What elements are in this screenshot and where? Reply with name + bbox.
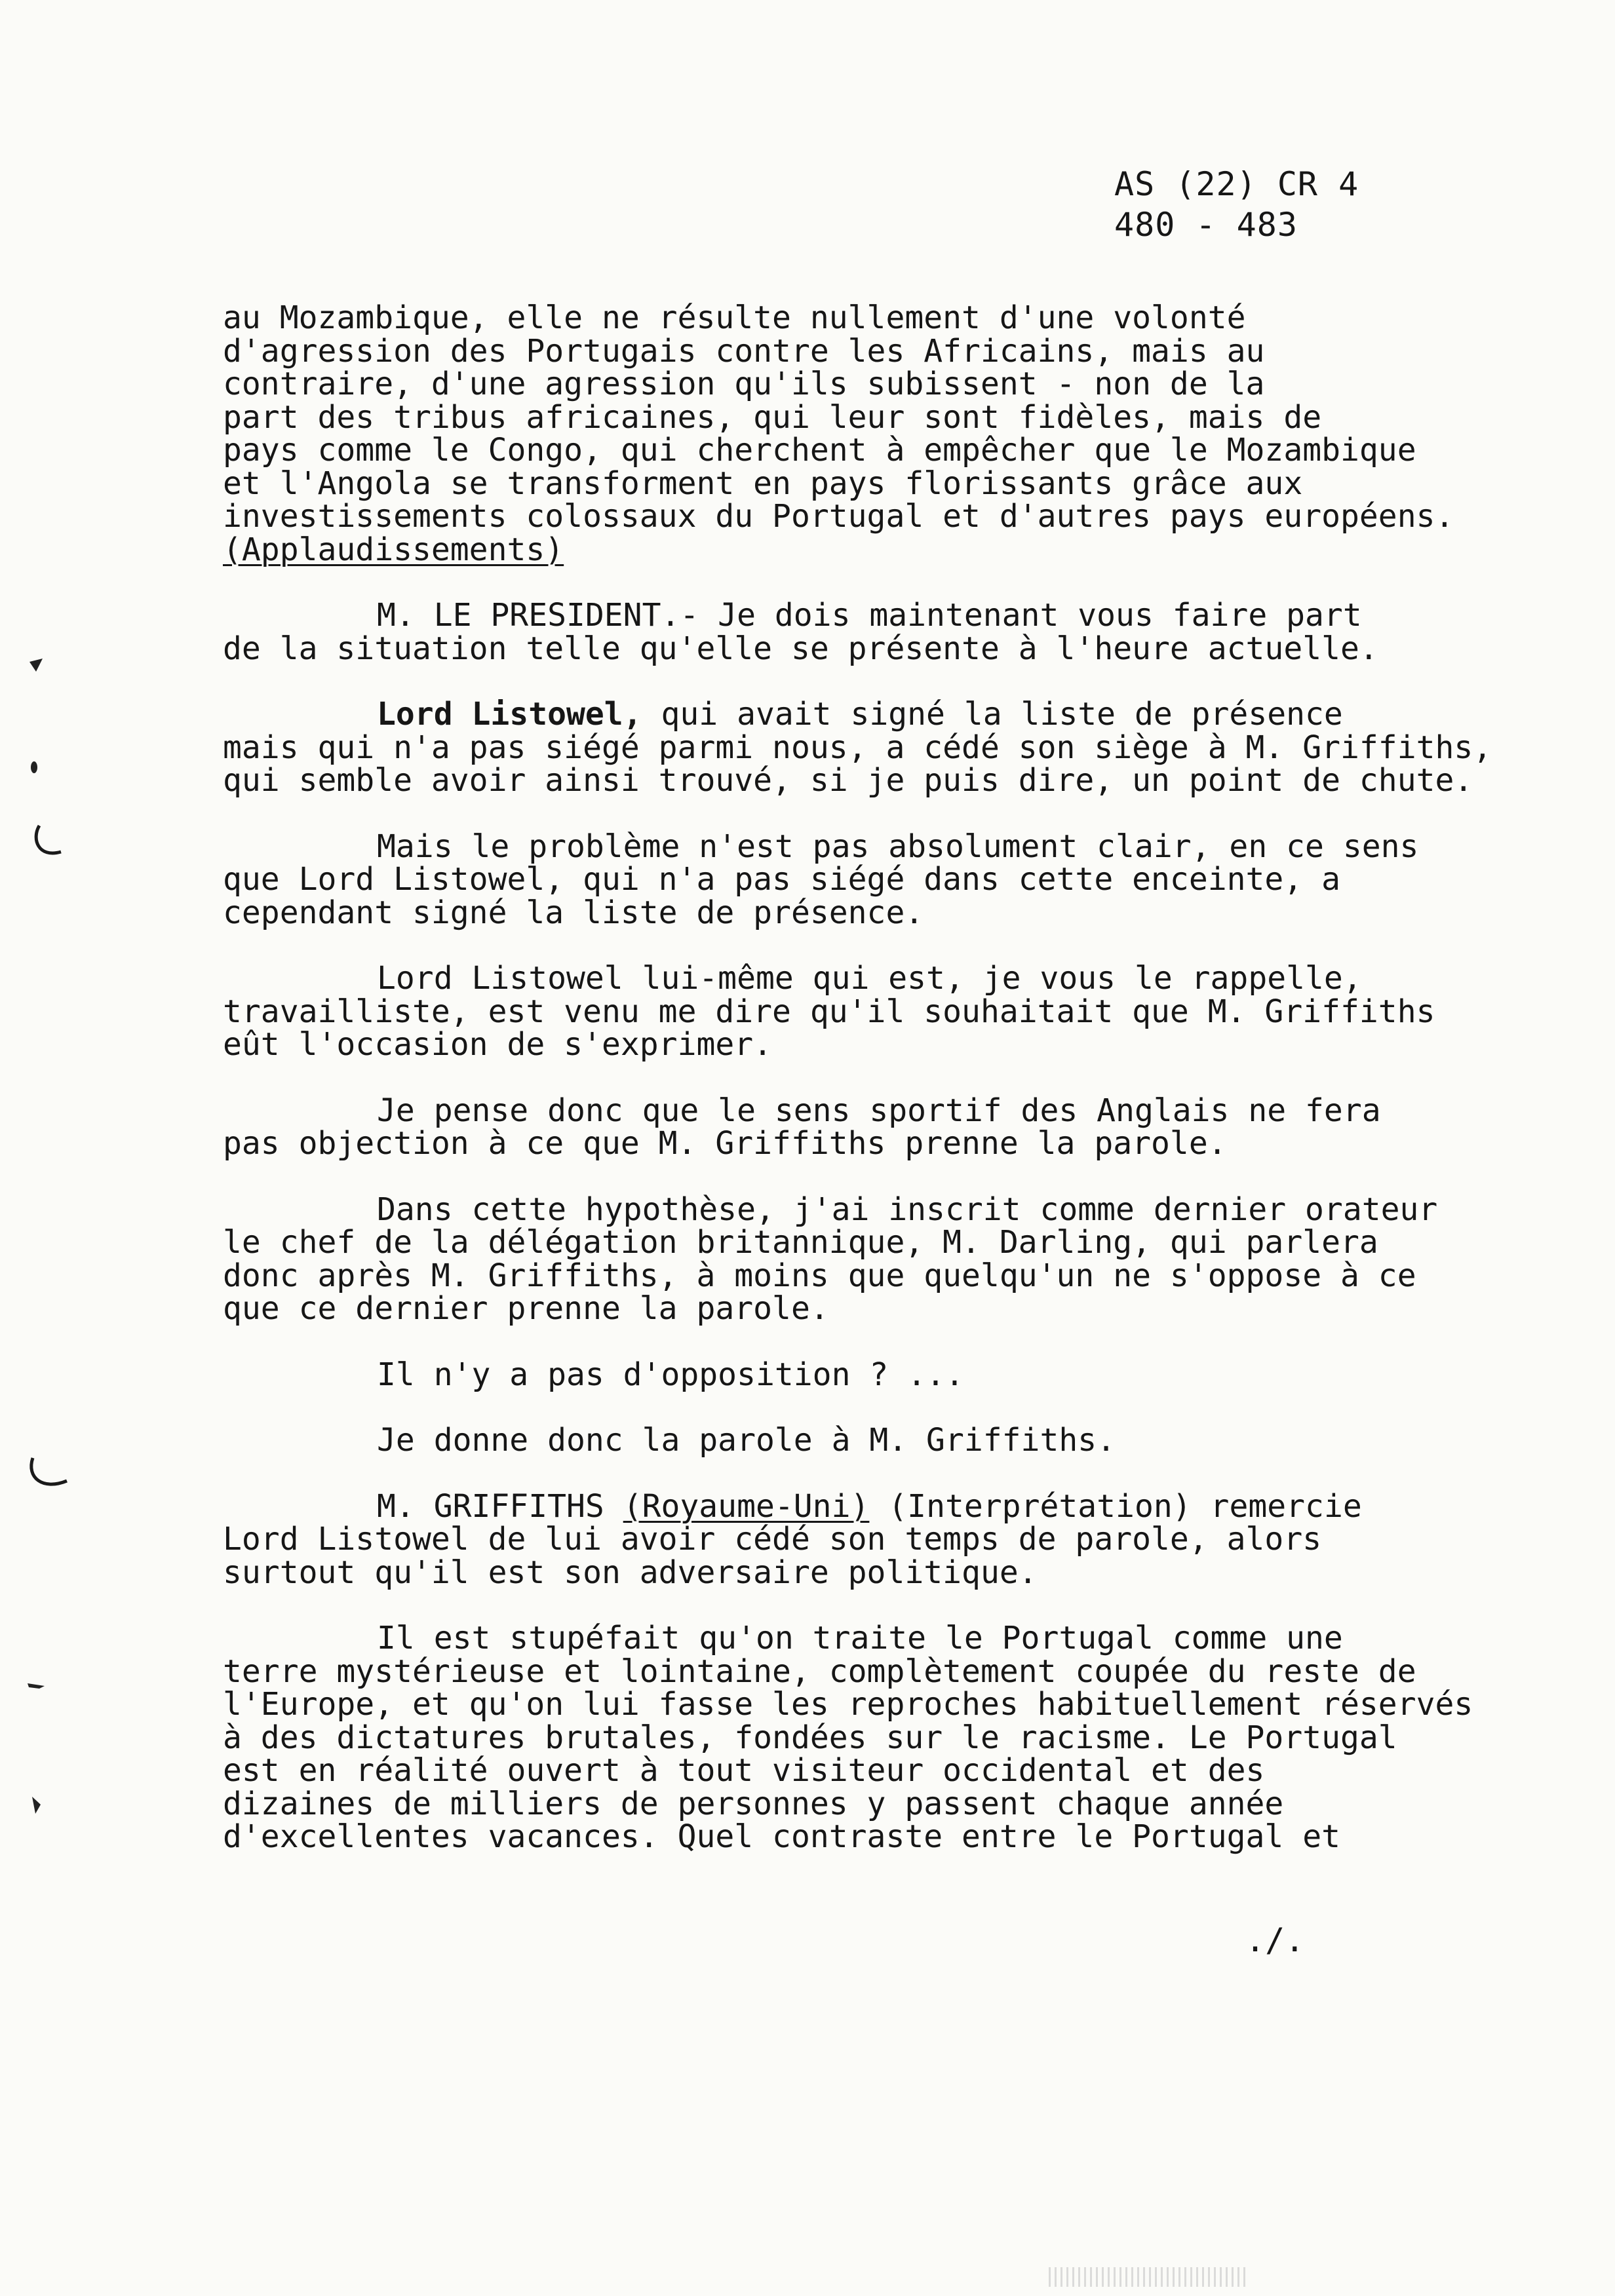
text-line: Il est stupéfait qu'on traite le Portugal comme une <box>377 1620 1343 1656</box>
text-line: surtout qu'il est son adversaire politique. <box>223 1554 1038 1591</box>
reference-code: AS (22) CR 4 <box>1114 165 1359 203</box>
text-line: Je donne donc la parole à M. Griffiths. <box>377 1422 1116 1459</box>
text-line: contraire, d'une agression qu'ils subissent - non de la <box>223 366 1265 402</box>
binder-hole-mark <box>31 822 64 862</box>
text-line: que Lord Listowel, qui n'a pas siégé dans cette enceinte, a <box>223 861 1341 898</box>
text-line: le chef de la délégation britannique, M. Darling, qui parlera <box>223 1224 1378 1261</box>
paragraph-11 <box>223 1622 1547 1854</box>
paragraph-10 <box>223 1487 1547 1591</box>
continuation-mark: ./. <box>1245 1921 1305 1959</box>
text-line: terre mystérieuse et lointaine, complètement coupée du reste de <box>223 1653 1416 1690</box>
text-line <box>223 533 1547 567</box>
speaker-name: Lord Listowel, <box>377 696 642 733</box>
text-line: pas objection à ce que M. Griffiths prenne la parole. <box>223 1125 1227 1162</box>
text-line: mais qui n'a pas siégé parmi nous, a cédé son siège à M. Griffiths, <box>223 729 1492 766</box>
text-line: part des tribus africaines, qui leur sont fidèles, mais de <box>223 398 1322 436</box>
paragraph-5 <box>223 962 1547 1062</box>
binder-hole-mark <box>26 1455 72 1491</box>
text-line: pays comme le Congo, qui cherchent à empêcher que le Mozambique <box>223 432 1416 469</box>
margin-mark <box>26 655 46 675</box>
text-line: Mais le problème n'est pas absolument clair, en ce sens <box>377 828 1419 865</box>
text-line: Je pense donc que le sens sportif des Anglais ne fera <box>377 1092 1381 1129</box>
text-line: d'agression des Portugais contre les Africains, mais au <box>223 332 1265 370</box>
document-reference <box>1114 164 1359 245</box>
margin-mark <box>29 1795 43 1815</box>
text-line: et l'Angola se transforment en pays florissants grâce aux <box>223 465 1303 502</box>
text-line: que ce dernier prenne la parole. <box>223 1290 829 1327</box>
paragraph-4 <box>223 830 1547 930</box>
text-line: Lord Listowel lui-même qui est, je vous le rappelle, <box>377 960 1362 997</box>
text-line: qui semble avoir ainsi trouvé, si je puis dire, un point de chute. <box>223 762 1473 799</box>
page-range: 480 - 483 <box>1114 206 1298 244</box>
paragraph-6 <box>223 1094 1547 1160</box>
paragraph-7 <box>223 1193 1547 1326</box>
scan-artifact <box>1049 2267 1245 2287</box>
text-line: eût l'occasion de s'exprimer. <box>223 1026 773 1063</box>
text-line: à des dictatures brutales, fondées sur le racisme. Le Portugal <box>223 1719 1397 1756</box>
text-line: Dans cette hypothèse, j'ai inscrit comme dernier orateur <box>377 1191 1438 1228</box>
text-line: M. GRIFFITHS (Royaume-Uni) (Interprétation) remercie <box>377 1487 1362 1525</box>
paragraph-1 <box>223 301 1547 566</box>
text-line: Lord Listowel de lui avoir cédé son temps de parole, alors <box>223 1521 1322 1558</box>
speaker-name: M. GRIFFITHS <box>377 1487 623 1525</box>
paragraph-9 <box>223 1424 1547 1457</box>
text-line: Il n'y a pas d'opposition ? ... <box>377 1356 964 1393</box>
paragraph-8 <box>223 1358 1547 1392</box>
text-line: cependant signé la liste de présence. <box>223 894 924 931</box>
text-line: d'excellentes vacances. Quel contraste entre le Portugal et <box>223 1818 1341 1855</box>
text-line: dizaines de milliers de personnes y passent chaque année <box>223 1785 1284 1822</box>
text-line: travailliste, est venu me dire qu'il souhaitait que M. Griffiths <box>223 993 1435 1030</box>
text-line: est en réalité ouvert à tout visiteur occidental et des <box>223 1752 1265 1789</box>
text-line: de la situation telle qu'elle se présente à l'heure actuelle. <box>223 630 1378 667</box>
paragraph-2 <box>223 599 1547 665</box>
paragraph-3 <box>223 698 1547 797</box>
speaker-country: (Royaume-Uni) <box>623 1487 870 1525</box>
margin-mark <box>29 760 39 775</box>
document-body <box>223 301 1547 1854</box>
applause-note: (Applaudissements) <box>223 531 564 568</box>
text-line: l'Europe, et qu'on lui fasse les reproches habituellement réservés <box>223 1686 1473 1723</box>
margin-mark <box>26 1681 46 1690</box>
text-line: M. LE PRESIDENT.- Je dois maintenant vous faire part <box>377 597 1362 634</box>
text-line: Lord Listowel, qui avait signé la liste de présence <box>377 696 1343 733</box>
text-line: au Mozambique, elle ne résulte nullement d'une volonté <box>223 299 1246 336</box>
text-line: investissements colossaux du Portugal et d'autres pays européens. <box>223 498 1454 535</box>
text-line: donc après M. Griffiths, à moins que quelqu'un ne s'oppose à ce <box>223 1257 1416 1294</box>
